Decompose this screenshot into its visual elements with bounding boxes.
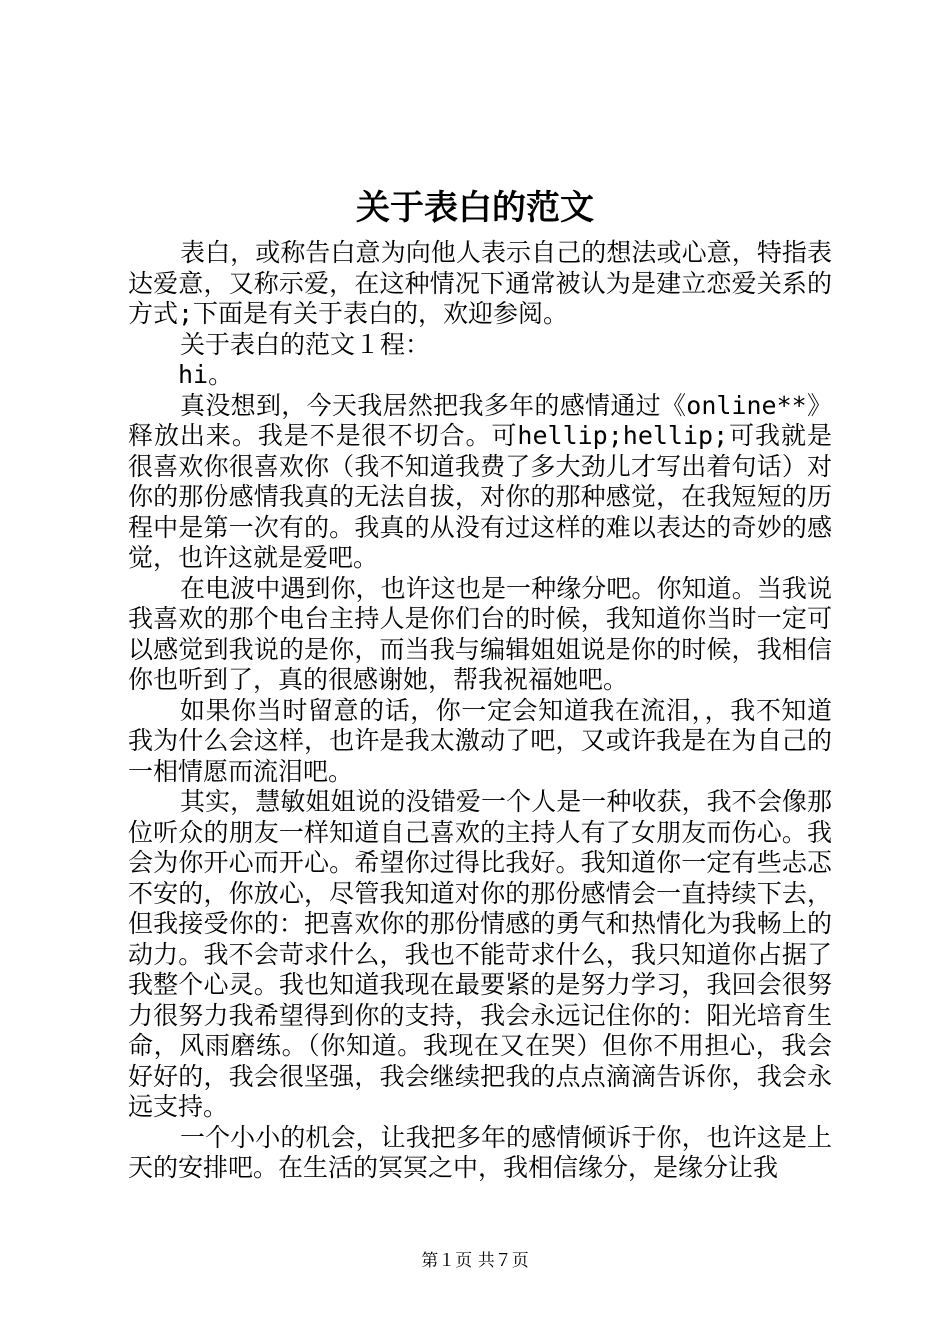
page-number-footer: 第１页 共７页 bbox=[421, 1251, 529, 1271]
paragraph: 真没想到，今天我居然把我多年的感情通过《online**》释放出来。我是不是很不切合。可hellip;hellip;可我就是很喜欢你很喜欢你（我不知道我费了多大劲儿才写出着句话）对你的那份感情我真的无法自拔，对你的那种感觉，在我短短的历程中是第一次有的。我真的从没有过这样的难以表达的奇妙的感觉，也许这就是爱吧。 bbox=[128, 390, 832, 572]
paragraph-greeting: hi。 bbox=[178, 360, 234, 389]
document-title: 关于表白的范文 bbox=[356, 188, 594, 228]
document-body bbox=[128, 238, 832, 1184]
paragraph: 一个小小的机会，让我把多年的感情倾诉于你，也许这是上天的安排吧。在生活的冥冥之中，我相信缘分，是缘分让我 bbox=[128, 1122, 832, 1182]
paragraph-subheading: 关于表白的范文１程： bbox=[180, 329, 431, 359]
paragraph: 如果你当时留意的话，你一定会知道我在流泪，，我不知道我为什么会这样，也许是我太激动了吧，又或许我是在为自己的一相情愿而流泪吧。 bbox=[128, 695, 832, 786]
paragraph-intro: 表白，或称告白意为向他人表示自己的想法或心意，特指表达爱意，又称示爱，在这种情况下通常被认为是建立恋爱关系的方式;下面是有关于表白的，欢迎参阅。 bbox=[128, 238, 832, 328]
paragraph: 其实，慧敏姐姐说的没错爱一个人是一种收获，我不会像那位听众的朋友一样知道自己喜欢的主持人有了女朋友而伤心。我会为你开心而开心。希望你过得比我好。我知道你一定有些忐忑不安的，你放心，尽管我知道对你的那份感情会一直持续下去，但我接受你的：把喜欢你的那份情感的勇气和热情化为我畅上的动力。我不会苛求什么，我也不能苛求什么，我只知道你占据了我整个心灵。我也知道我现在最要紧的是努力学习，我回会很努力很努力我希望得到你的支持，我会永远记住你的：阳光培育生命，风雨磨练。（你知道。我现在又在哭）但你不用担心，我会好好的，我会很坚强，我会继续把我的点点滴滴告诉你，我会永远支持。 bbox=[128, 787, 832, 1121]
paragraph: 在电波中遇到你，也许这也是一种缘分吧。你知道。当我说我喜欢的那个电台主持人是你们台的时候，我知道你当时一定可以感觉到我说的是你，而当我与编辑姐姐说是你的时候，我相信你也听到了，真的很感谢她，帮我祝福她吧。 bbox=[128, 573, 832, 694]
